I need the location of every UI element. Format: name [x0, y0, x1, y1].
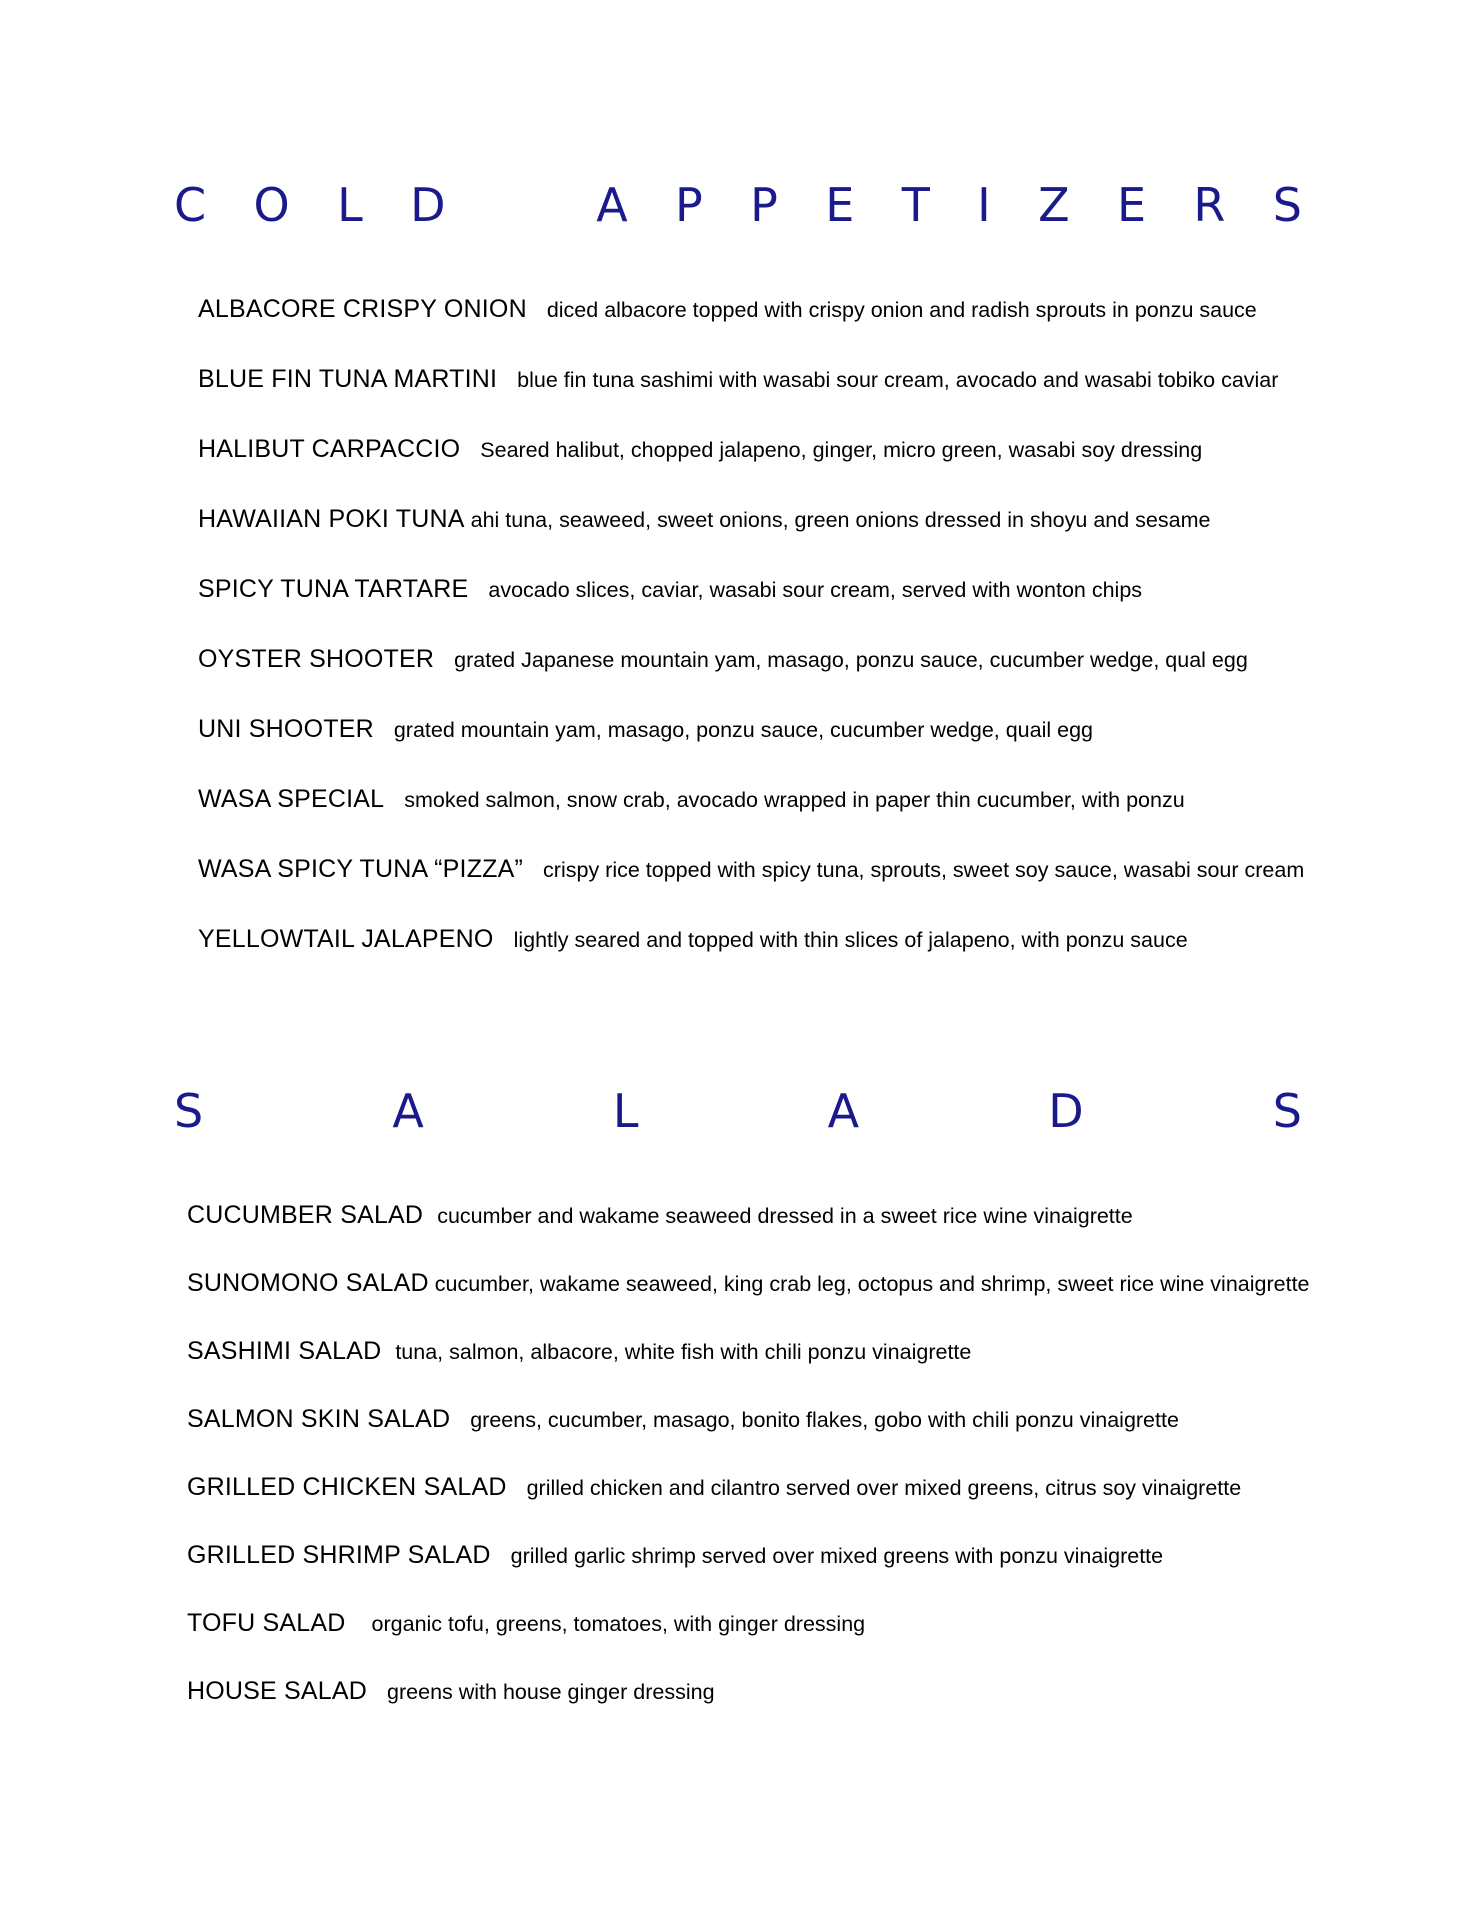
heading-letter: O [253, 178, 290, 232]
menu-item [198, 852, 1304, 890]
menu-item-description: smoked salmon, snow crab, avocado wrapped in paper thin cucumber, with ponzu [404, 788, 1185, 812]
heading-letter: A [827, 1084, 860, 1138]
heading-letter: E [1116, 178, 1147, 232]
heading-letter: R [1193, 178, 1226, 232]
menu-item-name: SPICY TUNA TARTARE [198, 575, 469, 603]
menu-item-description: greens, cucumber, masago, bonito flakes, gobo with chili ponzu vinaigrette [470, 1408, 1179, 1432]
menu-item [198, 502, 1210, 540]
menu-item-name: TOFU SALAD [187, 1609, 346, 1637]
menu-item [198, 922, 1188, 960]
menu-item-description: grilled chicken and cilantro served over mixed greens, citrus soy vinaigrette [526, 1476, 1242, 1500]
menu-item-description: grated mountain yam, masago, ponzu sauce, cucumber wedge, quail egg [393, 718, 1093, 742]
heading-letter: T [901, 178, 930, 232]
menu-item [198, 712, 1093, 750]
menu-item-description: grilled garlic shrimp served over mixed greens with ponzu vinaigrette [510, 1544, 1164, 1568]
heading-letter: Z [1038, 178, 1070, 232]
menu-item [198, 782, 1185, 820]
cold-appetizers-heading [174, 178, 1302, 232]
menu-item [198, 572, 1142, 610]
menu-item-description: cucumber and wakame seaweed dressed in a sweet rice wine vinaigrette [437, 1204, 1133, 1228]
menu-item-description: crispy rice topped with spicy tuna, sprouts, sweet soy sauce, wasabi sour cream [543, 858, 1305, 882]
menu-item-description: diced albacore topped with crispy onion and radish sprouts in ponzu sauce [546, 298, 1257, 322]
heading-letter: P [675, 178, 703, 232]
menu-item-name: BLUE FIN TUNA MARTINI [198, 365, 498, 393]
heading-letter: S [1272, 178, 1302, 232]
menu-item [187, 1402, 1179, 1440]
menu-item-name: GRILLED CHICKEN SALAD [187, 1473, 507, 1501]
menu-item [198, 292, 1257, 330]
heading-letter: C [174, 178, 207, 232]
heading-letter: S [1272, 1084, 1302, 1138]
heading-letter: D [410, 178, 446, 232]
menu-item-name: WASA SPICY TUNA “PIZZA” [198, 855, 524, 883]
menu-item-name: SALMON SKIN SALAD [187, 1405, 451, 1433]
menu-item-name: WASA SPECIAL [198, 785, 385, 813]
heading-letter: S [174, 1084, 204, 1138]
menu-item-name: HALIBUT CARPACCIO [198, 435, 461, 463]
heading-letter: P [750, 178, 778, 232]
menu-item-description: ahi tuna, seaweed, sweet onions, green onions dressed in shoyu and sesame [470, 508, 1211, 532]
menu-item [187, 1266, 1310, 1304]
menu-item-name: YELLOWTAIL JALAPENO [198, 925, 494, 953]
menu-item-description: lightly seared and topped with thin slices of jalapeno, with ponzu sauce [513, 928, 1188, 952]
menu-item-name: HAWAIIAN POKI TUNA [198, 505, 465, 533]
menu-item [198, 432, 1202, 470]
menu-item-description: grated Japanese mountain yam, masago, ponzu sauce, cucumber wedge, qual egg [454, 648, 1248, 672]
menu-item [187, 1606, 865, 1644]
menu-item-description: Seared halibut, chopped jalapeno, ginger, micro green, wasabi soy dressing [480, 438, 1203, 462]
menu-item [187, 1198, 1133, 1236]
heading-letter: E [825, 178, 855, 232]
menu-item [198, 362, 1278, 400]
menu-item-description: greens with house ginger dressing [387, 1680, 715, 1704]
menu-item-name: UNI SHOOTER [198, 715, 374, 743]
heading-letter: L [337, 178, 363, 232]
menu-item-description: organic tofu, greens, tomatoes, with ginger dressing [371, 1612, 866, 1636]
heading-letter: L [612, 1084, 639, 1138]
menu-item-description: cucumber, wakame seaweed, king crab leg, octopus and shrimp, sweet rice wine vinaigrette [434, 1272, 1310, 1296]
menu-item-description: tuna, salmon, albacore, white fish with chili ponzu vinaigrette [395, 1340, 972, 1364]
menu-item-name: HOUSE SALAD [187, 1677, 368, 1705]
menu-item-name: ALBACORE CRISPY ONION [198, 295, 527, 323]
menu-item-description: blue fin tuna sashimi with wasabi sour cream, avocado and wasabi tobiko caviar [517, 368, 1279, 392]
salads-heading [174, 1084, 1302, 1138]
menu-item [187, 1674, 715, 1712]
menu-item-name: CUCUMBER SALAD [187, 1201, 424, 1229]
menu-item-description: avocado slices, caviar, wasabi sour cream, served with wonton chips [488, 578, 1143, 602]
heading-letter: I [977, 178, 991, 232]
menu-item [198, 642, 1248, 680]
menu-item-name: OYSTER SHOOTER [198, 645, 435, 673]
heading-letter: A [596, 178, 628, 232]
menu-item-name: SASHIMI SALAD [187, 1337, 382, 1365]
menu-item-name: GRILLED SHRIMP SALAD [187, 1541, 491, 1569]
heading-letter: D [1048, 1084, 1084, 1138]
menu-item [187, 1538, 1163, 1576]
menu-item [187, 1470, 1241, 1508]
heading-letter: A [392, 1084, 424, 1138]
menu-item [187, 1334, 971, 1372]
menu-item-name: SUNOMONO SALAD [187, 1269, 429, 1297]
